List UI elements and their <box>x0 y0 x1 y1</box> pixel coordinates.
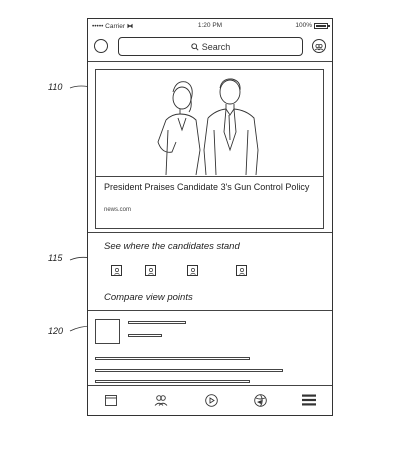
status-time: 1:20 PM <box>197 22 223 29</box>
candidate-4-icon[interactable] <box>236 265 247 276</box>
phone-frame <box>87 18 333 416</box>
status-bar <box>88 19 332 33</box>
tab-bar <box>88 387 332 415</box>
candidate-3-glyph <box>189 267 197 275</box>
people-tab-icon[interactable] <box>153 392 169 408</box>
list-item-subtitle-line <box>128 334 162 337</box>
candidates-section-title: See where the candidates stand <box>104 241 240 252</box>
list-item-title-line <box>128 321 186 324</box>
profile-circle-icon[interactable] <box>94 39 108 53</box>
reference-label-110: 110 <box>48 82 63 92</box>
menu-tab-glyph <box>302 394 316 406</box>
globe-tab-glyph <box>254 394 267 407</box>
carrier-label: ••••• Carrier ⧓ <box>92 23 134 30</box>
candidate-3-icon[interactable] <box>187 265 198 276</box>
candidate-4-glyph <box>238 267 246 275</box>
play-tab-icon[interactable] <box>203 392 219 408</box>
search-icon <box>191 43 199 51</box>
play-tab-glyph <box>205 394 218 407</box>
news-source: news.com <box>104 207 132 213</box>
reference-label-120: 120 <box>48 326 64 336</box>
header-divider <box>88 61 332 62</box>
list-item-text-line <box>95 380 250 383</box>
candidate-2-glyph <box>147 267 155 275</box>
people-tab-glyph <box>154 394 168 406</box>
news-tab-glyph <box>105 395 117 406</box>
people-circle-icon[interactable] <box>312 39 326 53</box>
news-headline[interactable]: President Praises Candidate 3's Gun Control Policy <box>104 182 310 192</box>
compare-view-points-link[interactable]: Compare view points <box>104 292 193 303</box>
news-tab-icon[interactable] <box>103 392 119 408</box>
list-item-thumbnail[interactable] <box>95 319 120 344</box>
candidate-2-icon[interactable] <box>145 265 156 276</box>
battery-fill <box>316 25 326 27</box>
top-bar <box>88 35 332 59</box>
candidate-1-icon[interactable] <box>111 265 122 276</box>
search-label: Search <box>201 41 231 52</box>
news-image <box>96 70 323 177</box>
card-divider <box>88 232 332 233</box>
reference-label-115: 115 <box>48 253 63 263</box>
battery-icon <box>314 23 328 29</box>
news-card[interactable] <box>95 69 324 229</box>
battery-text: 100% <box>295 22 312 29</box>
tabbar-divider <box>88 385 332 386</box>
menu-tab-icon[interactable] <box>301 392 317 408</box>
wifi-icon: ⧓ <box>126 23 134 30</box>
section-divider <box>88 310 332 311</box>
search-bar[interactable] <box>118 37 303 56</box>
globe-tab-icon[interactable] <box>252 392 268 408</box>
two-people-illustration <box>96 70 323 175</box>
list-item-text-line <box>95 357 250 360</box>
people-glyph <box>313 41 325 53</box>
list-item-text-line <box>95 369 283 372</box>
battery-status <box>295 22 328 29</box>
candidate-1-glyph <box>113 267 121 275</box>
